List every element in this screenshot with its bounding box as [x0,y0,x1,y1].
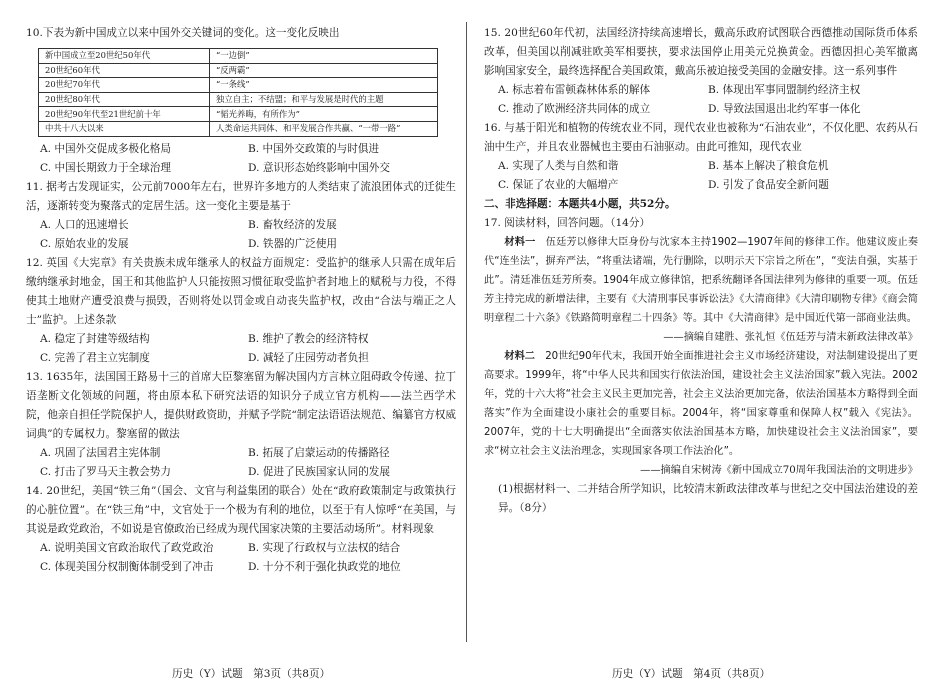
question-12-stem: 12. 英国《大宪章》有关贵族未成年继承人的权益方面规定：受监护的继承人只需在成年后缴纳继承封地金，国王和其他监护人只能按照习惯征取受监护者封地上的赋税与力役，不得使其土地财产遭受浪费与损毁，否则将处以罚金或自动丧失监护权，改由“合法与端正之人士”监护。上述条款 [26,256,456,326]
material-one-source: ——摘编自建胜、张礼恒《伍廷芳与清末新政法律改革》 [663,332,918,343]
option-b: B. 体现出军事同盟制约经济主权 [708,84,861,96]
table-cell: 中共十八大以来 [39,121,210,136]
option-a: A. 人口的迅速增长 [40,218,129,231]
table-row [39,121,438,136]
question-12-options [26,330,456,368]
table-cell: 20世纪90年代至21世纪前十年 [39,107,210,122]
option-a: A. 标志着布雷顿森林体系的解体 [498,84,651,96]
right-page [484,0,918,688]
table-row [39,92,438,107]
question-17-sub-1: (1)根据材料一、二并结合所学知识，比较清末新政法律改革与世纪之交中国法治建设的差异。（8分） [498,483,918,514]
option-b: B. 实现了行政权与立法权的结合 [248,541,401,554]
material-two-label: 材料二 [504,351,535,362]
option-b: B. 畜牧经济的发展 [248,218,337,231]
option-c: C. 完善了君主立宪制度 [40,351,150,364]
left-page-footer: 历史（Y）试题 第3页（共8页） [172,668,331,680]
table-cell: 20世纪60年代 [39,63,210,78]
question-16-stem: 16. 与基于阳光和植物的传统农业不同，现代农业也被称为“石油农业”，不仅化肥、农药从石油中生产，并且农业器械也主要由石油驱动。由此可推知，现代农业 [484,122,918,153]
option-a: A. 实现了人类与自然和谐 [498,160,619,172]
question-15-stem: 15. 20世纪60年代初，法国经济持续高速增长，戴高乐政府试图联合西德推动国际货币体系改革，但美国以削减驻欧美军相要挟，要求法国停止用美元兑换黄金。西德因担心美军撤离影响国家安全，最终选择配合美国政策，戴高乐被迫接受美国的金融安排。这一系列事件 [484,27,918,77]
table-cell: “一条线” [210,78,438,93]
left-page [26,0,456,688]
question-14-stem: 14. 20世纪，美国“铁三角”（国会、文官与利益集团的联合）处在“政府政策制定与政策执行的心脏位置”。在“铁三角”中，文官处于一个极为有利的地位，以至于有人惊呼“在美国，与其说是政党政治，不如说是官僚政治已经成为现代国家决策的主要活动场所”。材料现象 [26,484,456,535]
column-divider [466,22,467,642]
right-page-footer: 历史（Y）试题 第4页（共8页） [612,668,771,680]
material-one [484,233,918,328]
table-cell: 人类命运共同体、和平发展合作共赢、“一带一路” [210,121,438,136]
material-two [484,347,918,461]
option-a: A. 稳定了封建等级结构 [40,332,150,345]
option-c: C. 保证了农业的大幅增产 [498,179,619,191]
question-14-options [26,539,456,577]
table-cell: 20世纪70年代 [39,78,210,93]
diplomacy-keywords-table [38,48,438,137]
table-cell: 独立自主；不结盟；和平与发展是时代的主题 [210,92,438,107]
table-cell: “韬光养晦，有所作为” [210,107,438,122]
table-cell: “一边倒” [210,49,438,64]
option-c: C. 原始农业的发展 [40,237,129,250]
option-b: B. 中国外交政策的与时俱进 [248,142,380,155]
question-11-stem: 11. 据考古发现证实，公元前7000年左右，世界许多地方的人类结束了流浪团体式的迁徙生活，逐渐转变为聚落式的定居生活。这一变化主要是基于 [26,180,456,212]
option-c: C. 打击了罗马天主教会势力 [40,465,171,478]
option-d: D. 十分不利于强化执政党的地位 [248,560,401,573]
option-a: A. 巩固了法国君主宪体制 [40,446,161,459]
question-16-options [484,157,918,195]
option-b: B. 拓展了启蒙运动的传播路径 [248,446,390,459]
option-a: A. 说明美国文官政治取代了政党政治 [40,541,214,554]
material-two-source: ——摘编自宋树涛《新中国成立70周年我国法治的文明进步》 [640,465,918,476]
option-d: D. 导致法国退出北约军事一体化 [708,103,861,115]
question-17-stem: 17. 阅读材料，回答问题。（14分） [484,217,651,229]
table-cell: 20世纪80年代 [39,92,210,107]
table-row [39,78,438,93]
option-c: C. 体现美国分权制衡体制受到了冲击 [40,560,214,573]
option-d: D. 促进了民族国家认同的发展 [248,465,390,478]
option-d: D. 减轻了庄园劳动者负担 [248,351,369,364]
option-a: A. 中国外交促成多极化格局 [40,142,171,155]
material-one-text: 伍廷芳以修律大臣身份与沈家本主持1902—1907年间的修律工作。他建议废止奏代“连坐法”，摒弃严法，“将重法诸端，先行删除，以明示天下宗旨之所在”，“变法自强，实基于此”。清廷准伍廷芳所奏。1904年成立修律馆，把系统翻译各国法律列为修律的重要一项。伍廷芳主持完成的新增法律，主要有《大清刑事民事诉讼法》《大清商律》《大清印刷物专律》《商会简明章程二十六条》《铁路简明章程二十四条》等。其中《大清商律》是中国近代第一部商业法典。 [484,237,919,324]
table-row [39,49,438,64]
option-d: D. 引发了食品安全新问题 [708,179,829,191]
question-11-options [26,216,456,254]
table-cell: “反两霸” [210,63,438,78]
material-two-text: 20世纪90年代末，我国开始全面推进社会主义市场经济建设，对法制建设提出了更高要求。1999年，将“中华人民共和国实行依法治国，建设社会主义法治国家”载入宪法。2002年，党的十六大将“社会主义民主更加完善，社会主义法治更加完备，依法治国基本方略得到全面落实”作为全面建设小康社会的重要目标。2004年，将“国家尊重和保障人权”载入《宪法》。2007年，党的十七大明确提出“全面落实依法治国基本方略，加快建设社会主义法治国家”，要求“树立社会主义法治理念，实现国家各项工作法治化”。 [484,351,918,457]
question-10-options [26,140,456,178]
section-heading: 二、非选择题：本题共4小题，共52分。 [484,198,676,210]
question-13-stem: 13. 1635年，法国国王路易十三的首席大臣黎塞留为解决国内方言林立阻碍政令传递、拉丁语垄断文化领域的问题，将由原本私下研究法语的知识分子成立官方机构——法兰西学术院，他亲自担任学院保护人，提供财政资助，并赋予学院“制定法语语法规范、编纂官方权威词典”的专属权力。黎塞留的做法 [26,370,456,440]
table-row [39,63,438,78]
question-10-stem: 10.下表为新中国成立以来中国外交关键词的变化。这一变化反映出 [26,27,340,39]
option-b: B. 基本上解决了粮食危机 [708,160,829,172]
option-c: C. 中国长期致力于全球治理 [40,161,171,174]
option-b: B. 维护了教会的经济特权 [248,332,369,345]
table-cell: 新中国成立至20世纪50年代 [39,49,210,64]
option-c: C. 推动了欧洲经济共同体的成立 [498,103,651,115]
option-d: D. 铁器的广泛使用 [248,237,338,250]
question-13-options [26,444,456,482]
table-row [39,107,438,122]
material-one-label: 材料一 [504,237,536,248]
question-15-options [484,81,918,119]
option-d: D. 意识形态始终影响中国外交 [248,161,390,174]
